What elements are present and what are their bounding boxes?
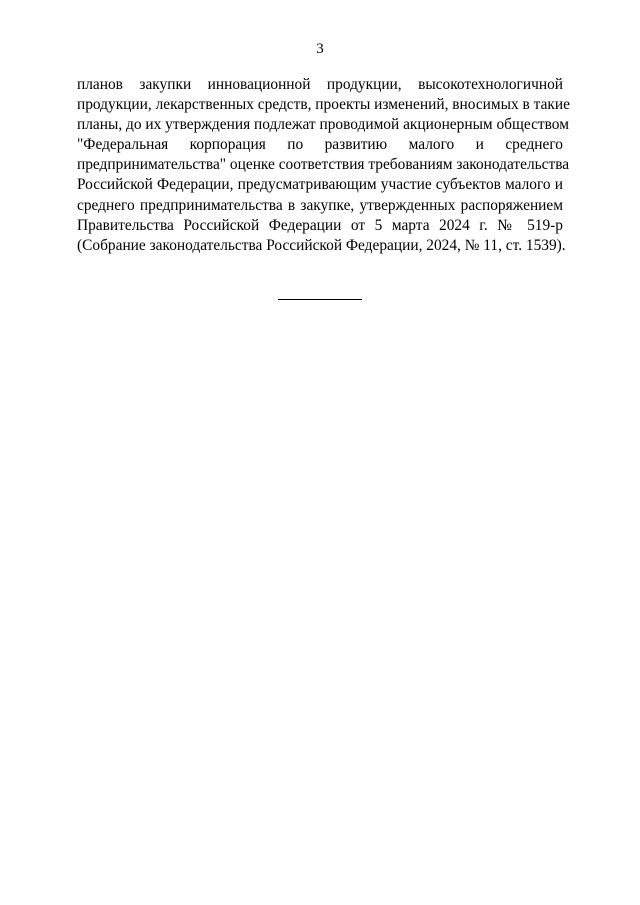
body-paragraph bbox=[77, 75, 570, 256]
paragraph-line: продукции, лекарственных средств, проекты изменений, вносимых в такие bbox=[77, 96, 570, 114]
paragraph-line: Правительства Российской Федерации от 5 марта 2024 г. № 519-р bbox=[77, 216, 563, 234]
paragraph-line: планов закупки инновационной продукции, высокотехнологичной bbox=[77, 76, 563, 93]
paragraph-line: Российской Федерации, предусматривающим участие субъектов малого и bbox=[77, 176, 563, 194]
page-number: 3 bbox=[316, 41, 324, 57]
paragraph-line: (Собрание законодательства Российской Федерации, 2024, № 11, ст. 1539). bbox=[77, 236, 566, 254]
paragraph-line: среднего предпринимательства в закупке, утвержденных распоряжением bbox=[77, 196, 563, 214]
paragraph-line: планы, до их утверждения подлежат проводимой акционерным обществом bbox=[77, 116, 569, 134]
paragraph-line: предпринимательства" оценке соответствия требованиям законодательства bbox=[77, 156, 570, 174]
paragraph-line: "Федеральная корпорация по развитию малого и среднего bbox=[77, 136, 563, 154]
end-separator-line bbox=[278, 299, 362, 300]
